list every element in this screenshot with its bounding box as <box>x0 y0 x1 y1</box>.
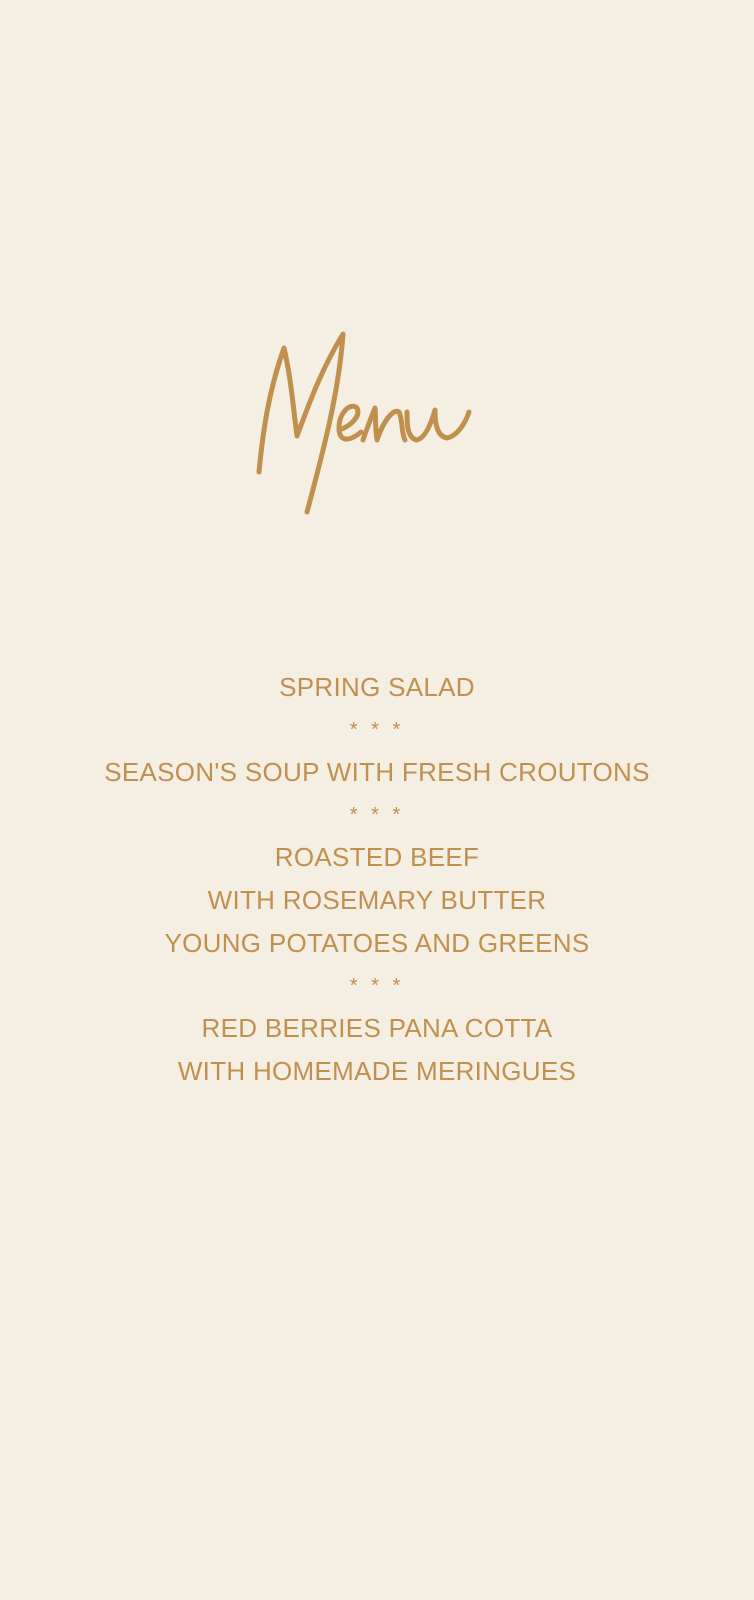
course-separator: * * * <box>349 719 405 741</box>
menu-title <box>0 320 754 540</box>
course-line-roasted-beef: ROASTED BEEF <box>274 842 480 872</box>
course-separator: * * * <box>349 804 405 826</box>
course-separator: * * * <box>349 975 405 997</box>
course-line-meringues: WITH HOMEMADE MERINGUES <box>177 1056 577 1086</box>
course-line-rosemary-butter: WITH ROSEMARY BUTTER <box>207 885 547 915</box>
menu-courses <box>0 666 754 1093</box>
course-line-soup: SEASON'S SOUP WITH FRESH CROUTONS <box>104 757 650 787</box>
course-line-spring-salad: SPRING SALAD <box>279 672 475 702</box>
menu-title-script <box>247 320 507 530</box>
course-line-pana-cotta: RED BERRIES PANA COTTA <box>201 1013 553 1043</box>
course-line-potatoes-greens: YOUNG POTATOES AND GREENS <box>164 928 590 958</box>
